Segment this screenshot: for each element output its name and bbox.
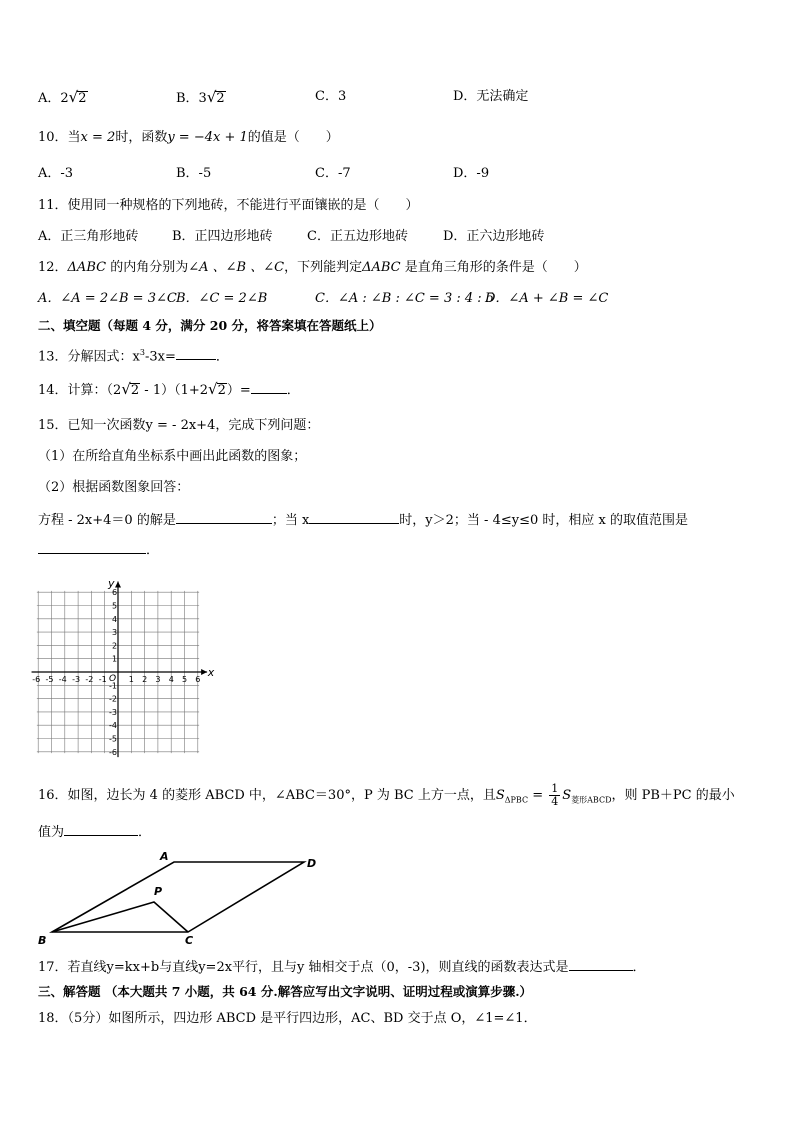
q15-blank-line: ． <box>38 540 159 560</box>
q10-option-c: C．-7 <box>315 166 351 181</box>
q10-option-a: A．-3 <box>38 166 74 181</box>
q12-option-c: C．∠A : ∠B : ∠C = 3 : 4 : 5 <box>315 291 495 306</box>
section-2-heading: 二、填空题（每题 4 分，满分 20 分，将答案填在答题纸上） <box>38 318 382 333</box>
q15-part2: （2）根据函数图象回答： <box>38 480 190 495</box>
q12-option-a: A．∠A = 2∠B = 3∠C <box>38 291 177 306</box>
segment-bp-pc <box>52 902 188 932</box>
y-tick-label: -5 <box>109 734 117 744</box>
y-tick-label: 2 <box>112 641 118 651</box>
y-tick-label: -6 <box>109 747 117 757</box>
x-axis-label: x <box>207 666 215 679</box>
x-tick-label: 6 <box>195 675 201 684</box>
x-axis-arrow <box>201 669 207 675</box>
q13-stem: 13．分解因式：$x^3-3x=$ ． <box>38 348 229 365</box>
q11-option-d: D．正六边形地砖 <box>443 229 545 244</box>
label-c: C <box>185 934 194 947</box>
q18-stem: 18．（5分）如图所示，四边形 ABCD 是平行四边形，AC、BD 交于点 O，∠1=∠1． <box>38 1011 537 1026</box>
x-tick-label: 1 <box>128 675 134 684</box>
y-tick-label: 1 <box>112 654 118 664</box>
q12-option-d: D．∠A + ∠B = ∠C <box>485 291 609 306</box>
x-tick-label: 3 <box>155 675 161 684</box>
y-tick-label: 3 <box>112 628 118 638</box>
y-tick-label: -2 <box>109 694 117 704</box>
label-a: A <box>160 850 169 863</box>
q14-stem: 14．计算：（2√2 - 1）（1+2√2）= ． <box>38 380 300 398</box>
section-3-heading: 三、解答题 （本大题共 7 小题，共 64 分.解答应写出文字说明、证明过程或演算步骤.） <box>38 984 533 999</box>
x-tick-label: -2 <box>85 675 94 684</box>
rhombus-figure <box>30 848 330 948</box>
label-p: P <box>154 885 163 898</box>
y-tick-label: 5 <box>112 601 118 611</box>
y-tick-label: -1 <box>109 681 117 691</box>
y-tick-label: 4 <box>112 614 118 624</box>
coordinate-grid <box>30 572 230 762</box>
q9-option-c: C．3 <box>315 89 347 104</box>
q16-line2: 值为 ． <box>38 822 151 842</box>
q10-option-d: D．-9 <box>453 166 490 181</box>
q9-option-d: D．无法确定 <box>453 89 529 104</box>
q15-part2-questions: 方程 - 2x+4＝0 的解是 ；当 x 时，y＞2；当 - 4≤y≤0 时，相应 x 的取值范围是 <box>38 510 688 530</box>
q12-option-b: B．∠C = 2∠B <box>176 291 268 306</box>
y-axis-label: y <box>108 576 115 590</box>
x-tick-label: 2 <box>142 675 148 684</box>
x-tick-label: -1 <box>98 675 107 684</box>
q17-stem: 17．若直线y=kx+b与直线y=2x平行，且与y 轴相交于点（0，-3)，则直线的函数表达式是 ． <box>38 957 646 977</box>
label-b: B <box>38 934 47 947</box>
q11-option-b: B．正四边形地砖 <box>172 229 273 244</box>
q12-stem: 12．ΔABC 的内角分别为∠A 、∠B 、∠C，下列能判定ΔABC 是直角三角形的条件是（ ） <box>38 260 587 275</box>
q10-stem: 10．当x = 2时，函数y = −4x + 1的值是（ ） <box>38 130 339 145</box>
q10-option-b: B．-5 <box>176 166 212 181</box>
q11-option-c: C．正五边形地砖 <box>307 229 408 244</box>
origin-label: O <box>109 674 117 684</box>
x-tick-label: -6 <box>32 675 41 684</box>
x-tick-label: -4 <box>58 675 67 684</box>
q16-stem: 16．如图，边长为 4 的菱形 ABCD 中，∠ABC＝30°，P 为 BC 上方一点，且$S_{\Delta PBC}$ = $\frac{1}{4}$ $S_{菱形ABCD}$，则 PB＋PC 的最小 <box>38 782 735 808</box>
q9-option-b: B．3√2 <box>176 88 225 106</box>
y-tick-label: -4 <box>109 721 117 731</box>
x-tick-label: -5 <box>45 675 54 684</box>
y-tick-label: -3 <box>109 707 117 717</box>
q11-stem: 11．使用同一种规格的下列地砖，不能进行平面镶嵌的是（ ） <box>38 198 419 213</box>
label-d: D <box>307 857 317 870</box>
y-axis-arrow <box>115 582 121 588</box>
q15-stem: 15．已知一次函数y = - 2x+4，完成下列问题： <box>38 418 320 433</box>
x-tick-label: 5 <box>182 675 188 684</box>
x-tick-label: -3 <box>72 675 81 684</box>
q15-part1: （1）在所给直角坐标系中画出此函数的图象； <box>38 449 307 464</box>
x-tick-label: 4 <box>168 675 174 684</box>
q11-option-a: A．正三角形地砖 <box>38 229 139 244</box>
q9-option-a: A．2√2 <box>38 88 87 106</box>
y-tick-label: 6 <box>112 588 118 598</box>
